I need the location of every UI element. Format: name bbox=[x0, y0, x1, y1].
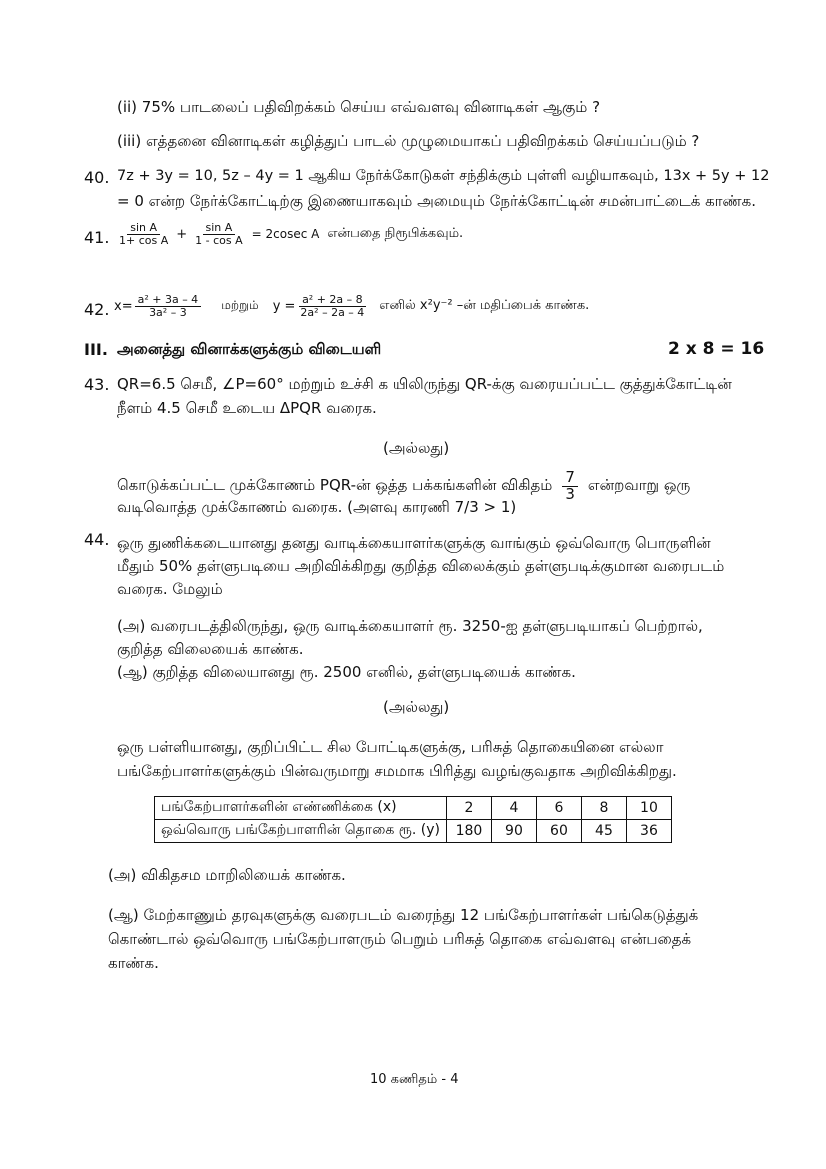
table-cell: 8 bbox=[581, 797, 626, 820]
section-3-marks: 2 x 8 = 16 bbox=[668, 339, 765, 359]
q41-fraction-1-numerator: sin A bbox=[127, 222, 160, 235]
q44-alt-part-b-line-3: காண்க. bbox=[108, 954, 159, 972]
q44-part-a-line-1: (அ) வரைபடத்திலிருந்து, ஒரு வாடிக்கையாளர் ரூ. 3250-ஐ தள்ளுபடியாகப் பெற்றால், bbox=[117, 617, 703, 635]
q40-number: 40. bbox=[84, 168, 110, 187]
q43-alt-line-2: வடிவொத்த முக்கோணம் வரைக. (அளவு காரணி 7/3 > 1) bbox=[117, 498, 517, 516]
q44-number: 44. bbox=[84, 530, 110, 549]
q43-ratio-numerator: 7 bbox=[562, 470, 578, 487]
q43-ratio-denominator: 3 bbox=[565, 484, 575, 503]
table-cell: 2 bbox=[446, 797, 491, 820]
q42-y-numerator: a² + 2a – 8 bbox=[299, 294, 366, 307]
q42-number: 42. bbox=[84, 300, 110, 319]
table-row bbox=[155, 797, 672, 820]
table-cell: 4 bbox=[491, 797, 536, 820]
q42-y-fraction bbox=[297, 294, 367, 318]
table-cell: 6 bbox=[536, 797, 581, 820]
q42-expression bbox=[114, 294, 589, 318]
q44-line-3: வரைக. மேலும் bbox=[117, 580, 223, 598]
q41-fraction-2-denominator: 1 - cos A bbox=[195, 233, 243, 247]
q44-or: (அல்லது) bbox=[383, 698, 450, 716]
q39-part-iii: (iii) எத்தனை வினாடிகள் கழித்துப் பாடல் முழுமையாகப் பதிவிறக்கம் செய்யப்படும் ? bbox=[117, 132, 700, 150]
q41-rhs: = 2cosec A bbox=[251, 227, 320, 242]
page-footer: 10 கணிதம் - 4 bbox=[370, 1072, 459, 1087]
q41-fraction-1-denominator: 1+ cos A bbox=[119, 233, 169, 247]
q43-alt-line-1a: கொடுக்கப்பட்ட முக்கோணம் PQR-ன் ஒத்த பக்கங்களின் விகிதம் bbox=[117, 476, 553, 495]
q44-alt-part-b-line-1: (ஆ) மேற்காணும் தரவுகளுக்கு வரைபடம் வரைந்து 12 பங்கேற்பாளர்கள் பங்கெடுத்துக் bbox=[108, 906, 699, 924]
q41-number: 41. bbox=[84, 228, 110, 247]
q39-part-ii: (ii) 75% பாடலைப் பதிவிறக்கம் செய்ய எவ்வளவு வினாடிகள் ஆகும் ? bbox=[117, 98, 601, 116]
q44-alt-line-1: ஒரு பள்ளியானது, குறிப்பிட்ட சில போட்டிகளுக்கு, பரிசுத் தொகையினை எல்லா bbox=[117, 738, 664, 756]
q41-fraction-2 bbox=[192, 222, 246, 246]
q41-fraction-2-numerator: sin A bbox=[203, 222, 236, 235]
table-cell: 60 bbox=[536, 820, 581, 843]
section-3-label: III. bbox=[84, 340, 108, 359]
table-row-label: பங்கேற்பாளர்களின் எண்ணிக்கை (x) bbox=[155, 797, 447, 820]
table-cell: 90 bbox=[491, 820, 536, 843]
q44-line-1: ஒரு துணிக்கடையானது தனது வாடிக்கையாளர்களுக்கு வாங்கும் ஒவ்வொரு பொருளின் bbox=[117, 534, 711, 552]
q42-x-denominator: 3a² – 3 bbox=[149, 305, 187, 319]
q41-identity bbox=[114, 222, 463, 246]
q44-part-a-line-2: குறித்த விலையைக் காண்க. bbox=[117, 640, 304, 658]
q43-ratio-fraction bbox=[562, 470, 578, 503]
q44-alt-line-2: பங்கேற்பாளர்களுக்கும் பின்வருமாறு சமமாக பிரித்து வழங்குவதாக அறிவிக்கிறது. bbox=[117, 762, 677, 780]
q42-x-numerator: a² + 3a – 4 bbox=[135, 294, 202, 307]
q41-text: என்பதை நிரூபிக்கவும். bbox=[327, 226, 464, 242]
q41-plus: + bbox=[176, 226, 188, 242]
q41-fraction-1 bbox=[116, 222, 171, 246]
q43-number: 43. bbox=[84, 375, 110, 394]
table-cell: 10 bbox=[626, 797, 671, 820]
q42-y-lhs: y = bbox=[272, 298, 296, 314]
q42-and: மற்றும் bbox=[221, 298, 259, 313]
table-cell: 180 bbox=[446, 820, 491, 843]
q44-alt-part-a: (அ) விகிதசம மாறிலியைக் காண்க. bbox=[108, 866, 346, 884]
q40-line-1: 7z + 3y = 10, 5z – 4y = 1 ஆகிய நேர்க்கோடுகள் சந்திக்கும் புள்ளி வழியாகவும், 13x + 5y + 12 bbox=[117, 168, 770, 184]
q43-line-1: QR=6.5 செமீ, ∠P=60° மற்றும் உச்சி க யிலிருந்து QR-க்கு வரையப்பட்ட குத்துக்கோட்டின் bbox=[117, 375, 732, 393]
q44-alt-part-b-line-2: கொண்டால் ஒவ்வொரு பங்கேற்பாளரும் பெறும் பரிசுத் தொகை எவ்வளவு என்பதைக் bbox=[108, 930, 692, 948]
table-cell: 36 bbox=[626, 820, 671, 843]
q42-text: எனில் x²y⁻² –ன் மதிப்பைக் காண்க. bbox=[379, 298, 590, 314]
q42-x-fraction bbox=[135, 294, 202, 318]
section-3-instruction: அனைத்து வினாக்களுக்கும் விடையளி bbox=[117, 340, 382, 358]
q44-part-b: (ஆ) குறித்த விலையானது ரூ. 2500 எனில், தள்ளுபடியைக் காண்க. bbox=[117, 663, 576, 681]
q42-y-denominator: 2a² – 2a – 4 bbox=[300, 305, 365, 319]
q43-alt-line-1b: என்றவாறு ஒரு bbox=[587, 476, 691, 495]
q42-x-lhs: x= bbox=[114, 298, 133, 314]
q40-line-2: = 0 என்ற நேர்க்கோட்டிற்கு இணையாகவும் அமையும் நேர்க்கோட்டின் சமன்பாட்டைக் காண்க. bbox=[117, 192, 756, 210]
table-row-label: ஒவ்வொரு பங்கேற்பாளரின் தொகை ரூ. (y) bbox=[155, 820, 447, 843]
table-row bbox=[155, 820, 672, 843]
table-cell: 45 bbox=[581, 820, 626, 843]
prize-table bbox=[154, 796, 672, 843]
q43-or: (அல்லது) bbox=[383, 439, 450, 457]
q43-line-2: நீளம் 4.5 செமீ உடைய ΔPQR வரைக. bbox=[117, 399, 377, 417]
q44-line-2: மீதும் 50% தள்ளுபடியை அறிவிக்கிறது குறித்த விலைக்கும் தள்ளுபடிக்குமான வரைபடம் bbox=[117, 557, 725, 575]
